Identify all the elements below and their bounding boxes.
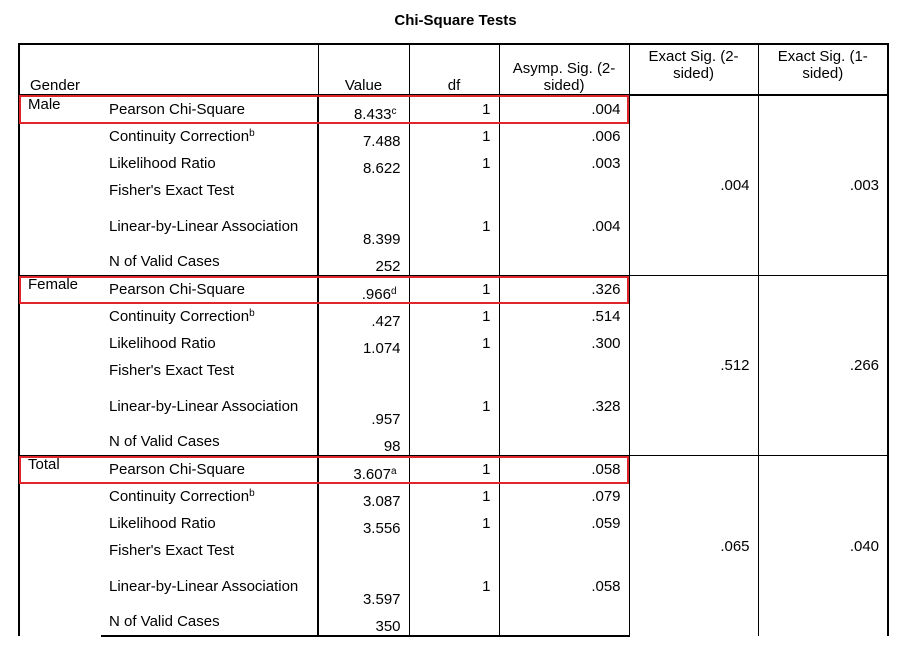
test-name-cell bbox=[101, 276, 318, 304]
value-cell bbox=[318, 510, 409, 537]
value-text: 1.074 bbox=[362, 340, 401, 357]
asymp-sig-cell: .059 bbox=[499, 510, 629, 537]
df-cell: 1 bbox=[409, 510, 499, 537]
value-cell bbox=[318, 330, 409, 357]
test-name: Likelihood Ratio bbox=[109, 335, 216, 352]
value-text: .957 bbox=[371, 411, 401, 428]
footnote-marker: b bbox=[249, 488, 255, 499]
test-name: Continuity Correction bbox=[109, 128, 250, 145]
asymp-sig-cell: .004 bbox=[499, 95, 629, 123]
value-cell bbox=[318, 384, 409, 428]
table-row bbox=[19, 95, 888, 123]
test-name-cell bbox=[101, 357, 318, 384]
footnote-marker: b bbox=[249, 308, 255, 319]
gender-label: Female bbox=[19, 276, 101, 456]
test-name: Pearson Chi-Square bbox=[109, 281, 245, 298]
value-cell bbox=[318, 95, 409, 123]
value-cell bbox=[318, 357, 409, 384]
df-cell: 1 bbox=[409, 384, 499, 428]
asymp-sig-cell: .300 bbox=[499, 330, 629, 357]
asymp-sig-cell: .004 bbox=[499, 204, 629, 248]
test-name: Linear-by-Linear Association bbox=[109, 217, 299, 235]
df-cell bbox=[409, 428, 499, 456]
value-cell bbox=[318, 177, 409, 204]
df-cell: 1 bbox=[409, 330, 499, 357]
df-cell: 1 bbox=[409, 303, 499, 330]
test-name: Fisher's Exact Test bbox=[109, 542, 235, 559]
header-exact-sig-2: Exact Sig. (2-sided) bbox=[629, 44, 758, 95]
asymp-sig-cell bbox=[499, 177, 629, 204]
value-text: 98 bbox=[383, 438, 401, 455]
table-body bbox=[19, 95, 888, 636]
value-text: .427 bbox=[371, 313, 401, 330]
value-cell bbox=[318, 428, 409, 456]
exact-sig-1-cell: .040 bbox=[758, 456, 888, 637]
exact-sig-1-cell: .266 bbox=[758, 276, 888, 456]
df-cell: 1 bbox=[409, 456, 499, 484]
footnote-marker: a bbox=[390, 466, 397, 477]
test-name-cell bbox=[101, 177, 318, 204]
df-cell: 1 bbox=[409, 564, 499, 608]
test-name: Pearson Chi-Square bbox=[109, 461, 245, 478]
value-cell bbox=[318, 248, 409, 276]
chi-square-table bbox=[18, 43, 889, 637]
asymp-sig-cell: .058 bbox=[499, 456, 629, 484]
value-text: 3.556 bbox=[362, 520, 401, 537]
asymp-sig-cell: .058 bbox=[499, 564, 629, 608]
header-value: Value bbox=[318, 44, 409, 95]
df-cell bbox=[409, 248, 499, 276]
value-cell bbox=[318, 537, 409, 564]
value-cell bbox=[318, 564, 409, 608]
test-name: Fisher's Exact Test bbox=[109, 362, 235, 379]
asymp-sig-cell: .514 bbox=[499, 303, 629, 330]
df-cell: 1 bbox=[409, 123, 499, 150]
test-name: Continuity Correction bbox=[109, 488, 250, 505]
value-cell bbox=[318, 276, 409, 304]
gender-label: Male bbox=[19, 95, 101, 276]
test-name-cell bbox=[101, 537, 318, 564]
asymp-sig-cell bbox=[499, 357, 629, 384]
df-cell bbox=[409, 177, 499, 204]
test-name: Fisher's Exact Test bbox=[109, 182, 235, 199]
exact-sig-2-cell: .004 bbox=[629, 95, 758, 276]
test-name-cell bbox=[101, 303, 318, 330]
header-gender: Gender bbox=[19, 44, 318, 95]
test-name-cell bbox=[101, 483, 318, 510]
value-cell bbox=[318, 456, 409, 484]
test-name-cell bbox=[101, 428, 318, 456]
test-name: N of Valid Cases bbox=[109, 613, 220, 630]
test-name-cell bbox=[101, 248, 318, 276]
test-name: Linear-by-Linear Association bbox=[109, 397, 299, 415]
table-row bbox=[19, 276, 888, 304]
test-name-cell bbox=[101, 510, 318, 537]
test-name: Linear-by-Linear Association bbox=[109, 577, 299, 595]
test-name-cell bbox=[101, 95, 318, 123]
test-name: N of Valid Cases bbox=[109, 433, 220, 450]
value-text: 252 bbox=[375, 258, 401, 275]
test-name: Likelihood Ratio bbox=[109, 515, 216, 532]
test-name-cell bbox=[101, 384, 318, 428]
value-cell bbox=[318, 303, 409, 330]
df-cell: 1 bbox=[409, 150, 499, 177]
value-text: 8.433 bbox=[353, 106, 392, 123]
header-row bbox=[19, 44, 888, 95]
test-name-cell bbox=[101, 564, 318, 608]
footnote-marker: b bbox=[249, 128, 255, 139]
test-name-cell bbox=[101, 123, 318, 150]
df-cell: 1 bbox=[409, 276, 499, 304]
test-name-cell bbox=[101, 608, 318, 636]
value-cell bbox=[318, 204, 409, 248]
value-text: 3.607 bbox=[353, 466, 391, 483]
asymp-sig-cell bbox=[499, 428, 629, 456]
header-exact-sig-1: Exact Sig. (1-sided) bbox=[758, 44, 888, 95]
df-cell: 1 bbox=[409, 204, 499, 248]
header-df: df bbox=[409, 44, 499, 95]
value-text: 350 bbox=[375, 618, 401, 635]
value-cell bbox=[318, 123, 409, 150]
df-cell: 1 bbox=[409, 483, 499, 510]
test-name: Continuity Correction bbox=[109, 308, 250, 325]
asymp-sig-cell bbox=[499, 537, 629, 564]
df-cell bbox=[409, 608, 499, 636]
value-text: 3.597 bbox=[362, 591, 401, 608]
value-cell bbox=[318, 150, 409, 177]
header-asymp-sig: Asymp. Sig. (2-sided) bbox=[499, 44, 629, 95]
df-cell bbox=[409, 537, 499, 564]
asymp-sig-cell: .003 bbox=[499, 150, 629, 177]
table-title: Chi-Square Tests bbox=[394, 12, 517, 29]
asymp-sig-cell: .079 bbox=[499, 483, 629, 510]
value-text: 3.087 bbox=[362, 493, 401, 510]
value-cell bbox=[318, 608, 409, 636]
value-cell bbox=[318, 483, 409, 510]
exact-sig-2-cell: .512 bbox=[629, 276, 758, 456]
footnote-marker: d bbox=[390, 286, 397, 297]
test-name-cell bbox=[101, 204, 318, 248]
test-name-cell bbox=[101, 150, 318, 177]
df-cell: 1 bbox=[409, 95, 499, 123]
value-text: 8.622 bbox=[362, 160, 401, 177]
test-name-cell bbox=[101, 456, 318, 484]
asymp-sig-cell: .328 bbox=[499, 384, 629, 428]
test-name: N of Valid Cases bbox=[109, 253, 220, 270]
exact-sig-2-cell: .065 bbox=[629, 456, 758, 637]
test-name: Pearson Chi-Square bbox=[109, 101, 245, 118]
asymp-sig-cell bbox=[499, 608, 629, 636]
value-text: 8.399 bbox=[362, 231, 401, 248]
test-name-cell bbox=[101, 330, 318, 357]
exact-sig-1-cell: .003 bbox=[758, 95, 888, 276]
asymp-sig-cell: .326 bbox=[499, 276, 629, 304]
asymp-sig-cell bbox=[499, 248, 629, 276]
footnote-marker: c bbox=[391, 106, 397, 117]
value-text: 7.488 bbox=[362, 133, 401, 150]
df-cell bbox=[409, 357, 499, 384]
value-text: .966 bbox=[361, 286, 391, 303]
gender-label: Total bbox=[19, 456, 101, 637]
test-name: Likelihood Ratio bbox=[109, 155, 216, 172]
asymp-sig-cell: .006 bbox=[499, 123, 629, 150]
table-row bbox=[19, 456, 888, 484]
